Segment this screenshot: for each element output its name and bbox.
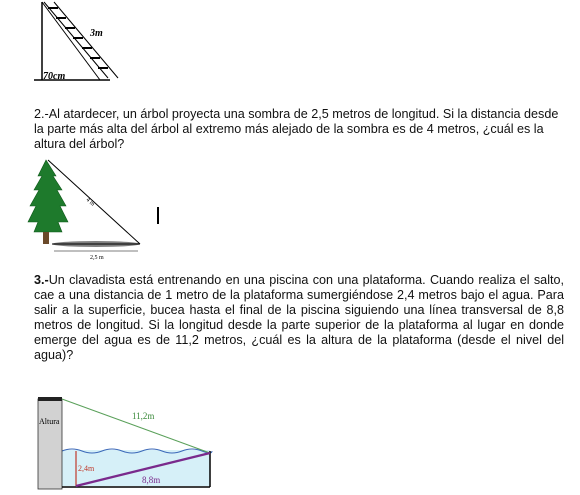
diagonal-label: 8,8m (142, 475, 161, 485)
tree-shadow-label: 2,5 m (90, 255, 104, 260)
distance-line-11-2 (62, 399, 210, 453)
ladder-base-label: 70cm (43, 71, 66, 82)
platform-top (38, 397, 62, 401)
depth-label: 2,4m (78, 464, 95, 473)
problem-2-number: 2.- (34, 107, 49, 121)
problem-2-body: Al atardecer, un árbol proyecta una sombra de 2,5 metros de longitud. Si la distancia desde la parte más alta del árbol al extremo más alejado de la sombra es de 4 metros, ¿cuál es la altura del árbol? (34, 107, 559, 151)
text-cursor (157, 207, 159, 224)
problem-3-number: 3.- (34, 273, 49, 287)
problem-3-body: Un clavadista está entrenando en una piscina con una plataforma. Cuando realiza el salto, cae a una distancia de 1 metro de la plataforma sumergiéndose 2,4 metros bajo el agua. Para salir a la superficie, bucea hasta el final de la piscina siguiendo una línea transversal de 8,8 metros de longitud. Si la longitud desde la parte superior de la plataforma al lugar en donde emerge del agua es de 11,2 metros, ¿cuál es la altura de la plataforma (desde el nivel del agua)? (34, 273, 564, 362)
tree-figure (26, 158, 144, 260)
top-line-label: 11,2m (132, 411, 155, 421)
platform-column (38, 399, 62, 489)
tree-hypotenuse-label: 4 m (84, 197, 96, 208)
pool-figure (36, 391, 216, 491)
ladder-height-label: 3m (90, 28, 103, 39)
ladder-figure (30, 0, 122, 90)
problem-2-text (34, 107, 564, 152)
platform-height-label: Altura (39, 417, 60, 426)
problem-3-text (34, 273, 564, 363)
